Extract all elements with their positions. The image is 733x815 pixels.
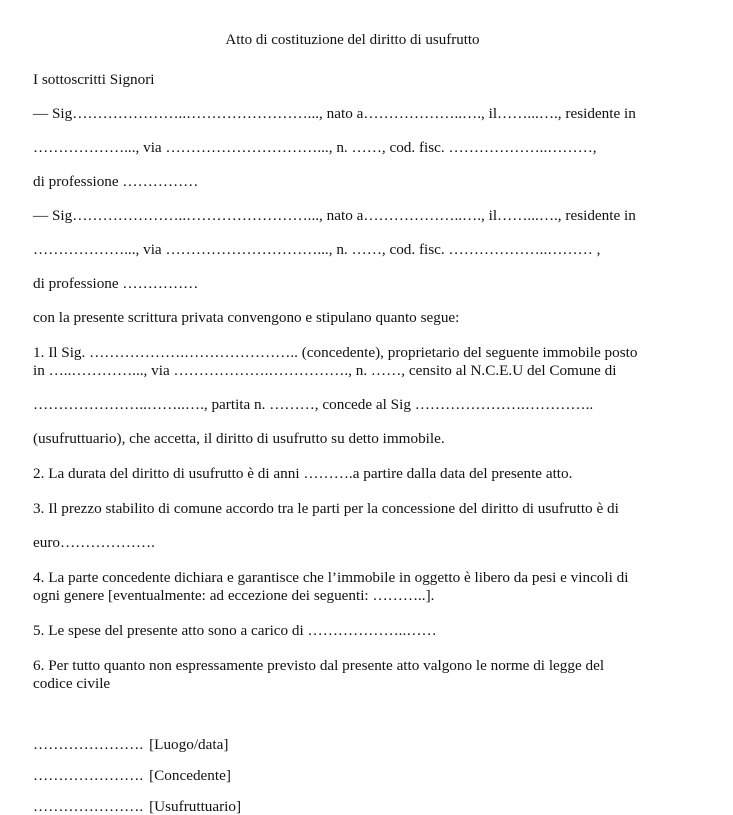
clause-3-line-2: euro………………. <box>33 534 155 551</box>
clause-3-line-1: 3. Il prezzo stabilito di comune accordo tra le parti per la concessione del diritto di usufrutto è di <box>33 500 619 517</box>
clause-1-line-1: 1. Il Sig. ……………….………………….. (concedente), proprietario del seguente immobile posto <box>33 344 638 361</box>
clause-1-line-4: (usufruttuario), che accetta, il diritto di usufrutto su detto immobile. <box>33 430 445 447</box>
party-two-line-1: — Sig…………………..……………………..., nato a………………..…., il……...…., residente in <box>33 207 636 224</box>
clause-5-line-1: 5. Le spese del presente atto sono a carico di ………………..…… <box>33 622 437 639</box>
party-one-line-2: ………………..., via …………………………..., n. ……, cod. fisc. ………………..………, <box>33 139 597 156</box>
signature-block <box>33 736 703 815</box>
signature-label: [Concedente] <box>149 767 231 784</box>
party-two-line-2: ………………..., via …………………………..., n. ……, cod. fisc. ………………..……… , <box>33 241 601 258</box>
party-one-line-1: — Sig…………………..……………………..., nato a………………..…., il……...…., residente in <box>33 105 636 122</box>
signature-dots: …………………. <box>33 736 144 753</box>
party-two-profession: di professione …………… <box>33 275 199 292</box>
document-title: Atto di costituzione del diritto di usufrutto <box>225 32 480 48</box>
clause-6-line-1: 6. Per tutto quanto non espressamente previsto dal presente atto valgono le norme di legge del <box>33 657 605 674</box>
party-one-profession: di professione …………… <box>33 173 199 190</box>
clause-2-line-1: 2. La durata del diritto di usufrutto è di anni ……….a partire dalla data del presente atto. <box>33 465 573 482</box>
document-body <box>33 71 703 815</box>
clause-1-line-2: in …..…………..., via ……………….……………., n. ……, censito al N.C.E.U del Comune di <box>33 362 617 379</box>
preamble-line: con la presente scrittura privata convengono e stipulano quanto segue: <box>33 309 460 326</box>
clause-1-line-3: …………………..……..…., partita n. ………, concede al Sig ………………….………….. <box>33 396 594 413</box>
signature-label: [Usufruttuario] <box>149 798 242 815</box>
signature-row-usufruttuario <box>33 798 703 815</box>
intro-line: I sottoscritti Signori <box>33 71 155 88</box>
clause-6-line-2: codice civile <box>33 675 111 692</box>
signature-label: [Luogo/data] <box>149 736 229 753</box>
signature-row-luogo-data <box>33 736 703 753</box>
signature-dots: …………………. <box>33 798 144 815</box>
clause-4-line-1: 4. La parte concedente dichiara e garantisce che l’immobile in oggetto è libero da pesi e vincoli di <box>33 569 629 586</box>
clause-4-line-2: ogni genere [eventualmente: ad eccezione dei seguenti: ………..]. <box>33 587 435 604</box>
signature-dots: …………………. <box>33 767 144 784</box>
signature-row-concedente <box>33 767 703 784</box>
document-page <box>0 30 733 815</box>
